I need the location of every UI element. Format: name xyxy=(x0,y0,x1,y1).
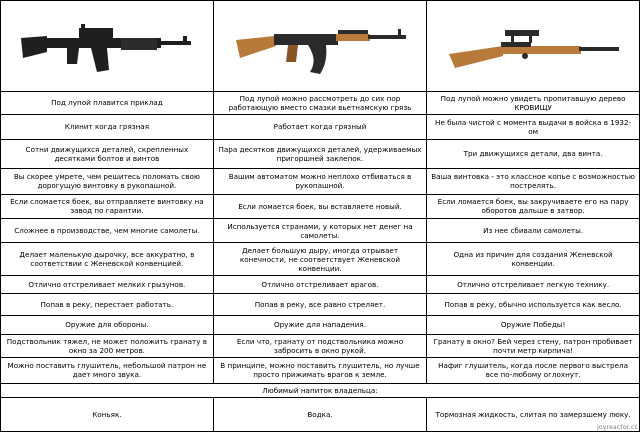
mosin-cell: Оружие Победы! xyxy=(427,315,640,334)
ak47-cell: Делает большую дыру, иногда отрывает конечности, не соответствует Женевской конвенции. xyxy=(213,242,426,276)
comparison-row xyxy=(1,219,640,243)
m16-cell: Делает маленькую дырочку, все аккуратно, в соответствии с Женевской конвенцией. xyxy=(1,242,214,276)
mosin-nagant-rifle-image xyxy=(443,16,623,76)
m16-cell: Если сломается боек, вы отправляете винтовку на завод по гарантии. xyxy=(1,194,214,219)
mosin-cell: Попав в реку, обычно используется как весло. xyxy=(427,294,640,315)
ak47-rifle-image xyxy=(230,12,410,80)
comparison-row xyxy=(1,194,640,219)
mosin-cell: Если ломается боек, вы закручиваете его на пару оборотов дальше в затвор. xyxy=(427,194,640,219)
ak47-drink: Водка. xyxy=(213,398,426,432)
mosin-cell: Нафиг глушитель, когда после первого выстрела все по-любому оглохнут. xyxy=(427,358,640,384)
m16-rifle-image xyxy=(17,14,197,78)
watermark-label: joyreactor.cc xyxy=(597,424,638,431)
mosin-image-cell xyxy=(427,1,640,92)
ak47-cell: Используется странами, у которых нет денег на самолеты. xyxy=(213,219,426,243)
m16-cell: Сотни движущихся деталей, скрепленных десятками болтов и винтов xyxy=(1,139,214,168)
m16-cell: Оружие для обороны. xyxy=(1,315,214,334)
m16-cell: Сложнее в производстве, чем многие самолеты. xyxy=(1,219,214,243)
m16-cell: Вы скорее умрете, чем решитесь поломать свою дорогущую винтовку в рукопашной. xyxy=(1,168,214,194)
drinks-row xyxy=(1,398,640,432)
mosin-cell: Ваша винтовка - это классное копье с возможностью пострелять. xyxy=(427,168,640,194)
mosin-drink: Тормозная жидкость, слитая по замерзшему люку. xyxy=(427,398,640,432)
ak47-cell: Если ломается боек, вы вставляете новый. xyxy=(213,194,426,219)
ak47-cell: Оружие для нападения. xyxy=(213,315,426,334)
drink-header: Любимый напиток владельца: xyxy=(1,383,640,398)
comparison-row xyxy=(1,294,640,315)
m16-cell: Попав в реку, перестает работать. xyxy=(1,294,214,315)
ak47-cell: Попав в реку, все равно стреляет. xyxy=(213,294,426,315)
mosin-cell: Гранату в окно? Бей через стену, патрон пробивает почти метр кирпича! xyxy=(427,334,640,358)
comparison-row xyxy=(1,334,640,358)
mosin-cell: Одна из причин для создания Женевской конвенции. xyxy=(427,242,640,276)
comparison-row xyxy=(1,139,640,168)
mosin-cell: Не была чистой с момента выдачи в войска в 1932-ом xyxy=(427,115,640,140)
ak47-image-cell xyxy=(213,1,426,92)
rifle-images-row xyxy=(1,1,640,92)
m16-cell: Подствольник тяжел, не может положить гранату в окно за 200 метров. xyxy=(1,334,214,358)
mosin-cell: Под лупой можно увидеть пропитавшую дерево КРОВИЩУ xyxy=(427,91,640,115)
m16-drink: Коньяк. xyxy=(1,398,214,432)
m16-image-cell xyxy=(1,1,214,92)
ak47-cell: Под лупой можно рассмотреть до сих пор работающую вместо смазки вьетнамскую грязь xyxy=(213,91,426,115)
mosin-cell: Из нее сбивали самолеты. xyxy=(427,219,640,243)
comparison-row xyxy=(1,315,640,334)
ak47-cell: Пара десятков движущихся деталей, удерживаемых пригоршней заклепок. xyxy=(213,139,426,168)
mosin-cell: Три движущихся детали, два винта. xyxy=(427,139,640,168)
comparison-row xyxy=(1,276,640,294)
comparison-row xyxy=(1,358,640,384)
m16-cell: Отлично отстреливает мелких грызунов. xyxy=(1,276,214,294)
comparison-row xyxy=(1,91,640,115)
ak47-cell: Если что, гранату от подствольника можно забросить в окно рукой. xyxy=(213,334,426,358)
ak47-cell: Вашим автоматом можно неплохо отбиваться в рукопашной. xyxy=(213,168,426,194)
ak47-cell: Работает когда грязный xyxy=(213,115,426,140)
comparison-row xyxy=(1,115,640,140)
drink-header-row xyxy=(1,383,640,398)
ak47-cell: В принципе, можно поставить глушитель, но лучше просто прижимать врагов к земле. xyxy=(213,358,426,384)
ak47-cell: Отлично отстреливает врагов. xyxy=(213,276,426,294)
m16-cell: Под лупой плавится приклад xyxy=(1,91,214,115)
mosin-cell: Отлично отстреливает легкую технику. xyxy=(427,276,640,294)
m16-cell: Клинит когда грязная xyxy=(1,115,214,140)
comparison-row xyxy=(1,242,640,276)
m16-cell: Можно поставить глушитель, небольшой патрон не дает много звука. xyxy=(1,358,214,384)
comparison-row xyxy=(1,168,640,194)
